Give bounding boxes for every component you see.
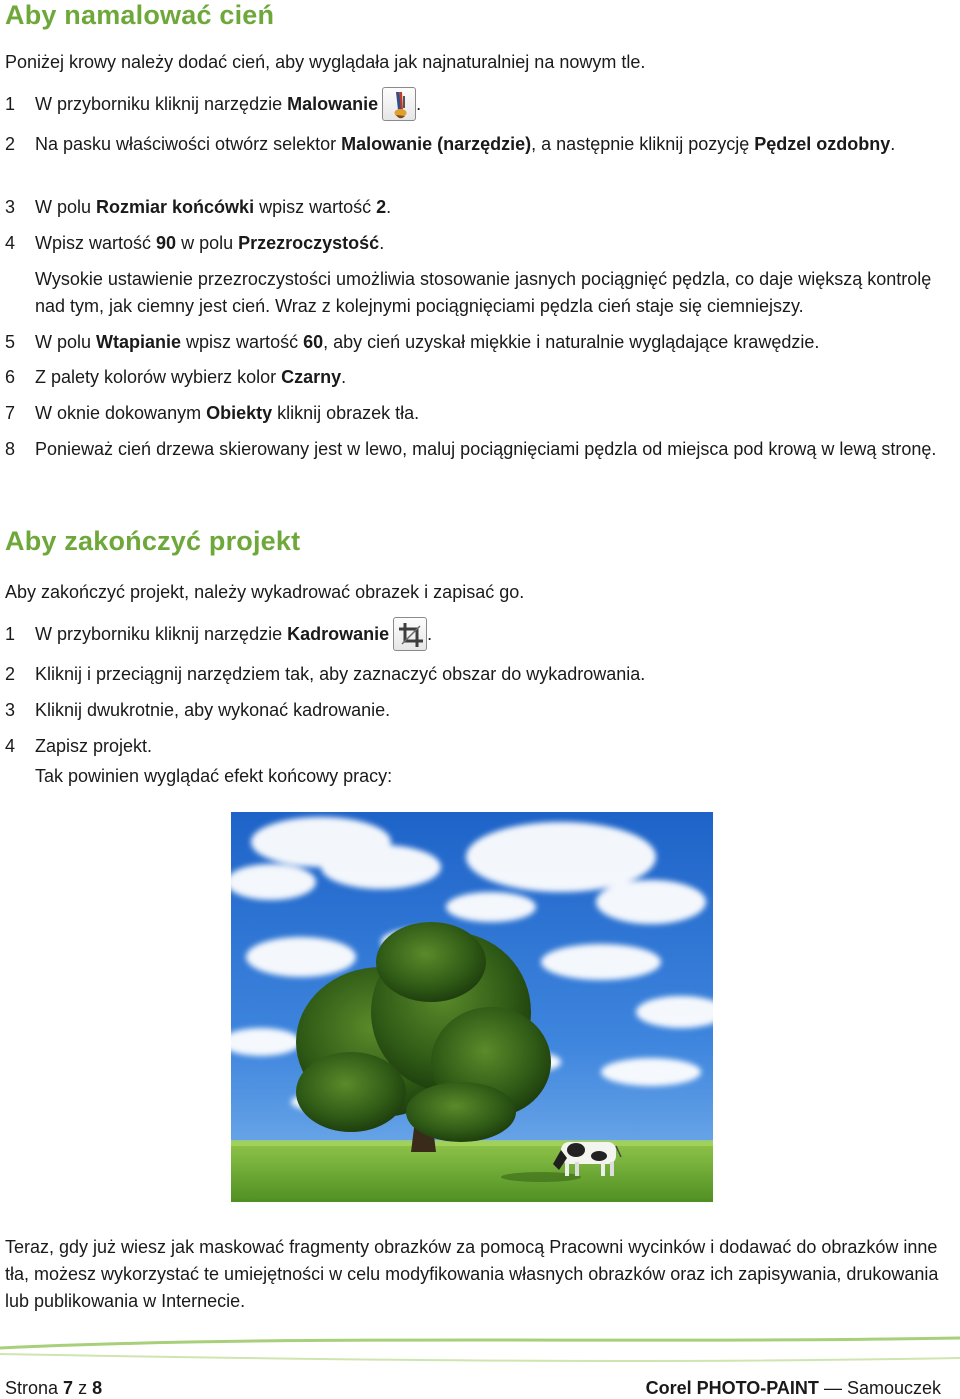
step-keyword: Pędzel ozdobny: [754, 134, 891, 154]
step-number: 6: [5, 367, 16, 387]
s1-step-8: [5, 436, 950, 463]
section-heading-paint-shadow: Aby namalować cień: [5, 0, 275, 30]
step-text: , aby cień uzyskał miękkie i naturalnie wyglądające krawędzie.: [323, 332, 820, 352]
step-text: Kliknij dwukrotnie, aby wykonać kadrowanie.: [35, 700, 391, 720]
footer-dash: —: [818, 1378, 847, 1398]
step-keyword: Malowanie (narzędzie): [341, 134, 532, 154]
page-sep: z: [73, 1378, 93, 1398]
step-text: Wpisz wartość: [35, 233, 157, 253]
step-keyword: Obiekty: [206, 403, 273, 423]
step-keyword: Kadrowanie: [287, 624, 390, 644]
step-text: W przyborniku kliknij narzędzie: [35, 624, 288, 644]
s1-step-6: [5, 364, 950, 391]
step-number: 1: [5, 624, 16, 644]
s1-step-5: [5, 329, 950, 356]
s1-step-7: [5, 400, 950, 427]
step-keyword: Wtapianie: [96, 332, 182, 352]
s2-step-4: [5, 733, 950, 760]
step-text: .: [341, 367, 347, 387]
step-keyword: Rozmiar końcówki: [96, 197, 255, 217]
step-keyword: Malowanie: [287, 94, 379, 114]
step-keyword: Przezroczystość: [238, 233, 380, 253]
closing-paragraph: Teraz, gdy już wiesz jak maskować fragmenty obrazków za pomocą Pracowni wycinków i dodawać do obrazków inne tła, możesz wykorzystać te umiejętności w celu modyfikowania własnych obrazków oraz ich zapisywania, drukowania lub publikowania w Internecie.: [5, 1237, 939, 1311]
result-photo-tree-cow: [231, 812, 713, 1202]
page-number: [5, 1378, 102, 1399]
step-text: W polu: [35, 332, 97, 352]
product-name: Corel PHOTO-PAINT: [645, 1378, 819, 1398]
s2-step-1: [5, 621, 950, 648]
step-keyword: 2: [376, 197, 387, 217]
page-prefix: Strona: [5, 1378, 64, 1398]
section2-intro: Aby zakończyć projekt, należy wykadrować obrazek i zapisać go.: [5, 582, 525, 602]
page-total: 8: [92, 1378, 103, 1398]
step-text: .: [890, 134, 896, 154]
step-number: 2: [5, 134, 16, 154]
step-text: W oknie dokowanym: [35, 403, 207, 423]
s1-step-4-note: Wysokie ustawienie przezroczystości umożliwia stosowanie jasnych pociągnięć pędzla, co daje większą kontrolę nad tym, jak ciemny jest cień. Wraz z kolejnymi pociągnięciami pędzla cień staje się ciemniejszy.: [35, 269, 932, 316]
s2-step-3: [5, 697, 950, 724]
doc-type: Samouczek: [846, 1378, 941, 1398]
step-number: 1: [5, 94, 16, 114]
step-text: Kliknij i przeciągnij narzędziem tak, aby zaznaczyć obszar do wykadrowania.: [35, 664, 646, 684]
step-number: 2: [5, 664, 16, 684]
step-text: W polu: [35, 197, 97, 217]
step-text: wpisz wartość: [254, 197, 377, 217]
section1-intro: Poniżej krowy należy dodać cień, aby wyglądała jak najnaturalniej na nowym tle.: [5, 52, 646, 72]
step-text: .: [427, 624, 433, 644]
s1-step-4: [5, 230, 950, 257]
paintbrush-icon: [382, 87, 416, 121]
step-text: W przyborniku kliknij narzędzie: [35, 94, 288, 114]
step-number: 8: [5, 439, 16, 459]
step-keyword: Czarny: [281, 367, 342, 387]
step-text: wpisz wartość: [181, 332, 304, 352]
step-text: .: [379, 233, 385, 253]
s2-step-4-note: Tak powinien wyglądać efekt końcowy pracy:: [35, 766, 393, 786]
s2-step-2: [5, 661, 950, 688]
footer-product: [646, 1378, 941, 1399]
section-heading-finish-project: Aby zakończyć projekt: [5, 526, 301, 556]
step-text: kliknij obrazek tła.: [272, 403, 420, 423]
s1-step-3: [5, 194, 950, 221]
step-number: 3: [5, 197, 16, 217]
step-number: 4: [5, 736, 16, 756]
step-text: w polu: [176, 233, 239, 253]
step-text: .: [386, 197, 392, 217]
step-text: , a następnie kliknij pozycję: [531, 134, 755, 154]
s1-step-2: [5, 131, 950, 158]
s1-step-1: [5, 91, 950, 118]
step-text: Ponieważ cień drzewa skierowany jest w lewo, maluj pociągnięciami pędzla od miejsca pod krową w lewą stronę.: [35, 439, 937, 459]
step-text: .: [416, 94, 422, 114]
step-keyword: 90: [156, 233, 177, 253]
page-current: 7: [63, 1378, 74, 1398]
footer-swoosh: [0, 1334, 960, 1374]
crop-icon: [393, 617, 427, 651]
step-text: Na pasku właściwości otwórz selektor: [35, 134, 342, 154]
step-number: 5: [5, 332, 16, 352]
step-keyword: 60: [303, 332, 324, 352]
step-number: 4: [5, 233, 16, 253]
step-text: Z palety kolorów wybierz kolor: [35, 367, 282, 387]
step-number: 3: [5, 700, 16, 720]
step-text: Zapisz projekt.: [35, 736, 153, 756]
step-number: 7: [5, 403, 16, 423]
